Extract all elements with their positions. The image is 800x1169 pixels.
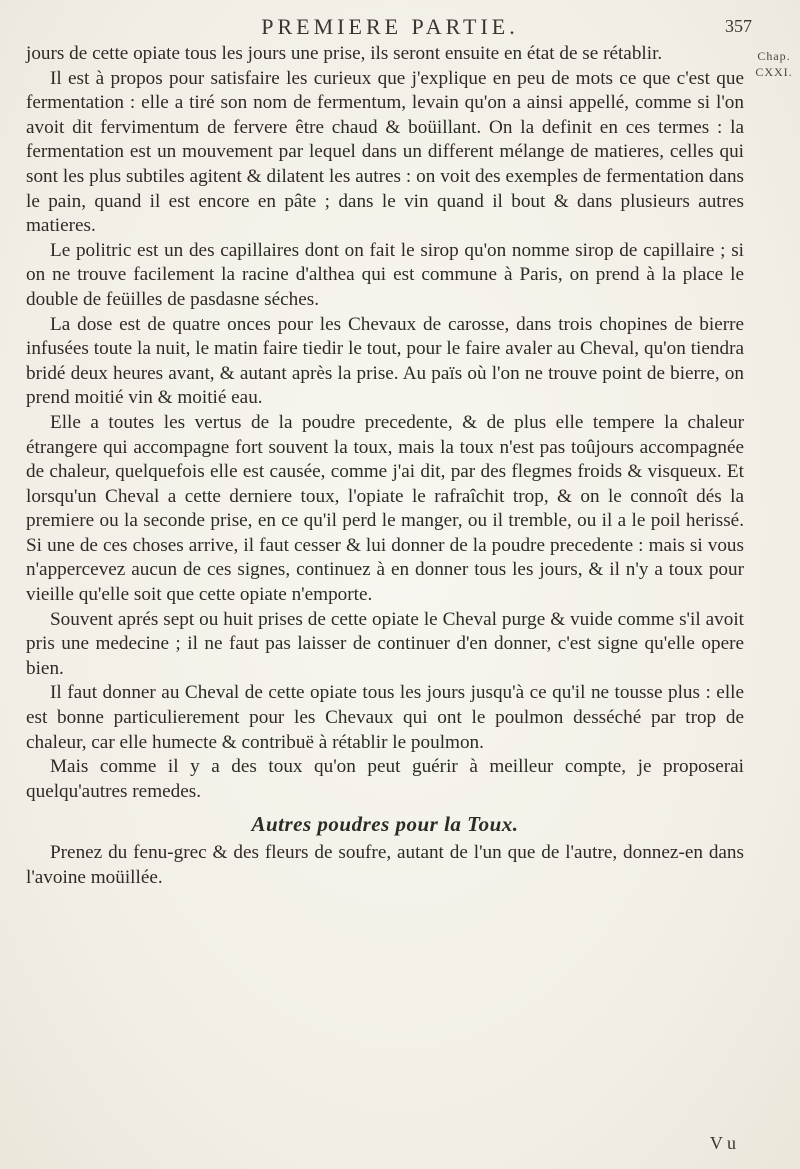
paragraph-recipe: Prenez du fenu-grec & des fleurs de soufre, autant de l'un que de l'autre, donnez-en dans l'avoine moüillée.	[26, 842, 744, 888]
section-heading: Autres poudres pour la Toux.	[251, 812, 519, 837]
paragraph-continuation: jours de cette opiate tous les jours une prise, ils seront ensuite en état de se rétablir.	[26, 43, 663, 64]
paragraph-politric: Le politric est un des capillaires dont on fait le sirop qu'on nomme sirop de capillaire ; si on ne trouve facilement la racine d'althea qui est commune à Paris, on prend à la place le double de feüilles de pasdasne séches.	[26, 239, 744, 310]
paragraph-fermentation: Il est à propos pour satisfaire les curieux que j'explique en peu de mots ce que c'est que fermentation : elle a tiré son nom de fermentum, levain qu'on a ainsi appellé, comme si l'on avoit dit fervimentum de fervere être chaud & boüillant. On la definit en ces termes : la fermentation est un mouvement par lequel dans un different mélange de matieres, celles qui sont les plus subtiles agitent & dilatent les autres : on voit des exemples de fermentation dans le pain, quand il est encore en pâte ; dans le vin quand il bout & dans plusieurs autres matieres.	[26, 67, 744, 237]
paragraph-other-remedies: Mais comme il y a des toux qu'on peut guérir à meilleur compte, je proposerai quelqu'autres remedes.	[26, 756, 744, 802]
paragraph-daily-dose: Il faut donner au Cheval de cette opiate tous les jours jusqu'à ce qu'il ne tousse plus : elle est bonne particulierement pour les Chevaux qui ont le poulmon desséché par trop de chaleur, car elle humecte & contribuë à rétablir le poulmon.	[26, 682, 744, 753]
paragraph-dose: La dose est de quatre onces pour les Chevaux de carosse, dans trois chopines de bierre infusées toute la nuit, le matin faire tiedir le tout, pour le faire avaler au Cheval, qu'on tiendra bridé deux heures avant, & autant après la prise. Au païs où l'on ne trouve point de bierre, on prend moitié vin & moitié eau.	[26, 313, 744, 409]
running-head: PREMIERE PARTIE.	[261, 14, 519, 39]
main-text	[26, 42, 744, 890]
paragraph-virtues: Elle a toutes les vertus de la poudre precedente, & de plus elle tempere la chaleur étrangere qui accompagne fort souvent la toux, mais la toux n'est pas toûjours accompagnée de chaleur, quelquefois elle est causée, comme j'ai dit, par des flegmes froids & visqueux. Et lorsqu'un Cheval a cette derniere toux, l'opiate le rafraîchit trop, & on le connoît dés la premiere ou la seconde prise, en ce qu'il perd le manger, ou il tremble, ou il a le poil herissé. Si une de ces choses arrive, il faut cesser & lui donner de la poudre precedente : mais si vous n'appercevez aucun de ces signes, continuez à en donner tous les jours, & il n'y a toux pour vieille qu'elle soit que cette opiate n'emporte.	[26, 411, 744, 606]
chapter-margin-note	[750, 48, 798, 80]
catchword: V u	[709, 1133, 736, 1153]
chapter-number: CXXI.	[755, 65, 793, 79]
page-number: 357	[725, 16, 752, 36]
paragraph-purge: Souvent aprés sept ou huit prises de cette opiate le Cheval purge & vuide comme s'il avoit pris une medecine ; il ne faut pas laisser de continuer d'en donner, c'est signe qu'elle opere bien.	[26, 608, 744, 679]
chapter-label: Chap.	[757, 49, 791, 63]
